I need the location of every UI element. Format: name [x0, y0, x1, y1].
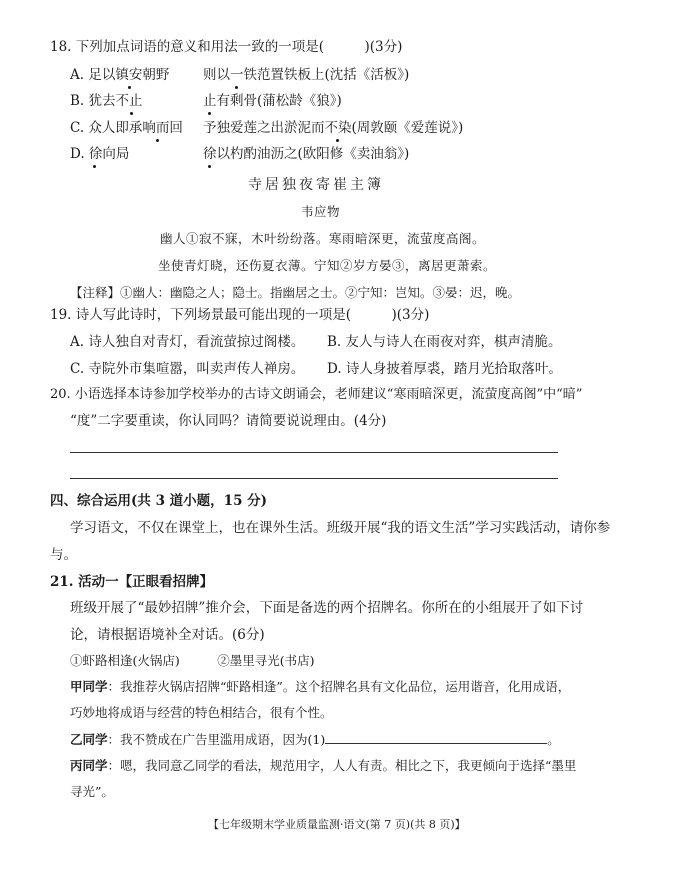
section-4-heading: 四、综合运用(共 3 道小题，15 分) — [50, 493, 268, 509]
dialogue-yi-text: ：我不赞成在广告里滥用成语，因为(1) — [107, 732, 326, 747]
page-footer: 【七年级期末学业质量监测·语文(第 7 页)(共 8 页)】 — [208, 818, 466, 831]
dialogue-yi-line — [70, 731, 560, 749]
emphasis-dot — [128, 86, 131, 89]
section-4-intro-line-1: 学习语文，不仅在课堂上，也在课外生活。班级开展“我的语文生活”学习实践活动，请你参 — [70, 520, 611, 536]
q21-sign-choices: ①虾路相逢(火锅店) ②墨里寻光(书店) — [70, 653, 315, 668]
q18-option-b-example: 止有剩骨(蒲松龄《狼》) — [203, 93, 342, 109]
poem-notes: 【注释】①幽人：幽隐之人；隐士。指幽居之士。②宁知：岂知。③晏：迟，晚。 — [70, 285, 521, 300]
dialogue-jia-text-1: ：我推荐火锅店招牌“虾路相逢”。这个招牌名具有文化品位，运用谐音，化用成语， — [107, 679, 571, 694]
q18-option-d: D. 徐向局 — [70, 146, 130, 162]
q18-option-a — [70, 66, 169, 84]
dialogue-bing-line-1 — [70, 757, 576, 775]
speaker-jia: 甲同学 — [70, 679, 108, 694]
emphasis-dot — [130, 112, 133, 115]
poem-line-2: 坐使青灯晓，还伤夏衣薄。宁知②岁方晏③，离居更萧索。 — [158, 258, 497, 273]
dialogue-jia-line-1 — [70, 678, 570, 696]
dialogue-bing-line-2: 寻光”。 — [70, 784, 114, 799]
fill-blank-1[interactable] — [325, 731, 547, 744]
poem-author: 韦应物 — [301, 204, 341, 219]
q18-option-a-example: 则以一铁范置铁板上(沈括《活板》) — [203, 67, 410, 83]
q21-title: 21. 活动一【正眼看招牌】 — [50, 574, 214, 590]
q18-stem: 18. 下列加点词语的意义和用法一致的一项是( )(3分) — [50, 39, 403, 55]
dialogue-jia-line-2: 巧妙地将成语与经营的特色相结合，很有个性。 — [70, 705, 333, 720]
section-4-intro-line-2: 与。 — [50, 547, 77, 563]
q19-option-b: B. 友人与诗人在雨夜对弈，棋声清脆。 — [327, 334, 562, 350]
q20-stem-line-2: “度”二字要重读，你认同吗？请简要说说理由。(4分) — [70, 413, 387, 429]
q18-option-b: B. 犹去不止 — [70, 93, 143, 109]
q21-desc-line-1: 班级开展了“最妙招牌”推介会，下面是备选的两个招牌名。你所在的小组展开了如下讨 — [70, 600, 584, 616]
poem-line-1: 幽人①寂不寐，木叶纷纷落。寒雨暗深更，流萤度高阁。 — [160, 231, 486, 246]
q19-option-d: D. 诗人身披着厚裘，踏月光拾取落叶。 — [327, 361, 562, 377]
emphasis-dot — [93, 165, 96, 168]
q18-option-c: C. 众人即承响而回 — [70, 120, 183, 136]
dialogue-bing-text-1: ：嗯，我同意乙同学的看法，规范用字，人人有责。相比之下，我更倾向于选择“墨里 — [107, 758, 577, 773]
q18-option-c-example: 予独爱莲之出淤泥而不染(周敦颐《爱莲说》) — [203, 120, 464, 136]
emphasis-dot — [208, 112, 211, 115]
speaker-bing: 丙同学 — [70, 758, 108, 773]
answer-line-2[interactable] — [70, 478, 558, 479]
dialogue-yi-end: 。 — [547, 732, 560, 747]
q19-stem: 19. 诗人写此诗时，下列场景最可能出现的一项是( )(3分) — [50, 307, 430, 323]
q19-option-a: A. 诗人独自对青灯，看流萤掠过阁楼。 — [70, 334, 305, 350]
q19-option-c: C. 寺院外市集喧嚣，叫卖声传人禅房。 — [70, 361, 305, 377]
q18-option-d-example: 徐以杓酌油沥之(欧阳修《卖油翁》) — [203, 146, 410, 162]
answer-line-1[interactable] — [70, 452, 558, 453]
q20-stem-line-1: 20. 小语选择本诗参加学校举办的古诗文朗诵会，老师建议“寒雨暗深更，流萤度高阁”中“暗” — [50, 387, 583, 402]
q18-option-a-label: A. 足以镇安朝野 — [70, 67, 170, 83]
emphasis-dot — [156, 139, 159, 142]
speaker-yi: 乙同学 — [70, 732, 108, 747]
emphasis-dot — [235, 86, 238, 89]
q21-desc-line-2: 论，请根据语境补全对话。(6分) — [70, 627, 265, 643]
emphasis-dot — [208, 165, 211, 168]
emphasis-dot — [336, 139, 339, 142]
poem-title: 寺居独夜寄崔主簿 — [248, 177, 384, 193]
